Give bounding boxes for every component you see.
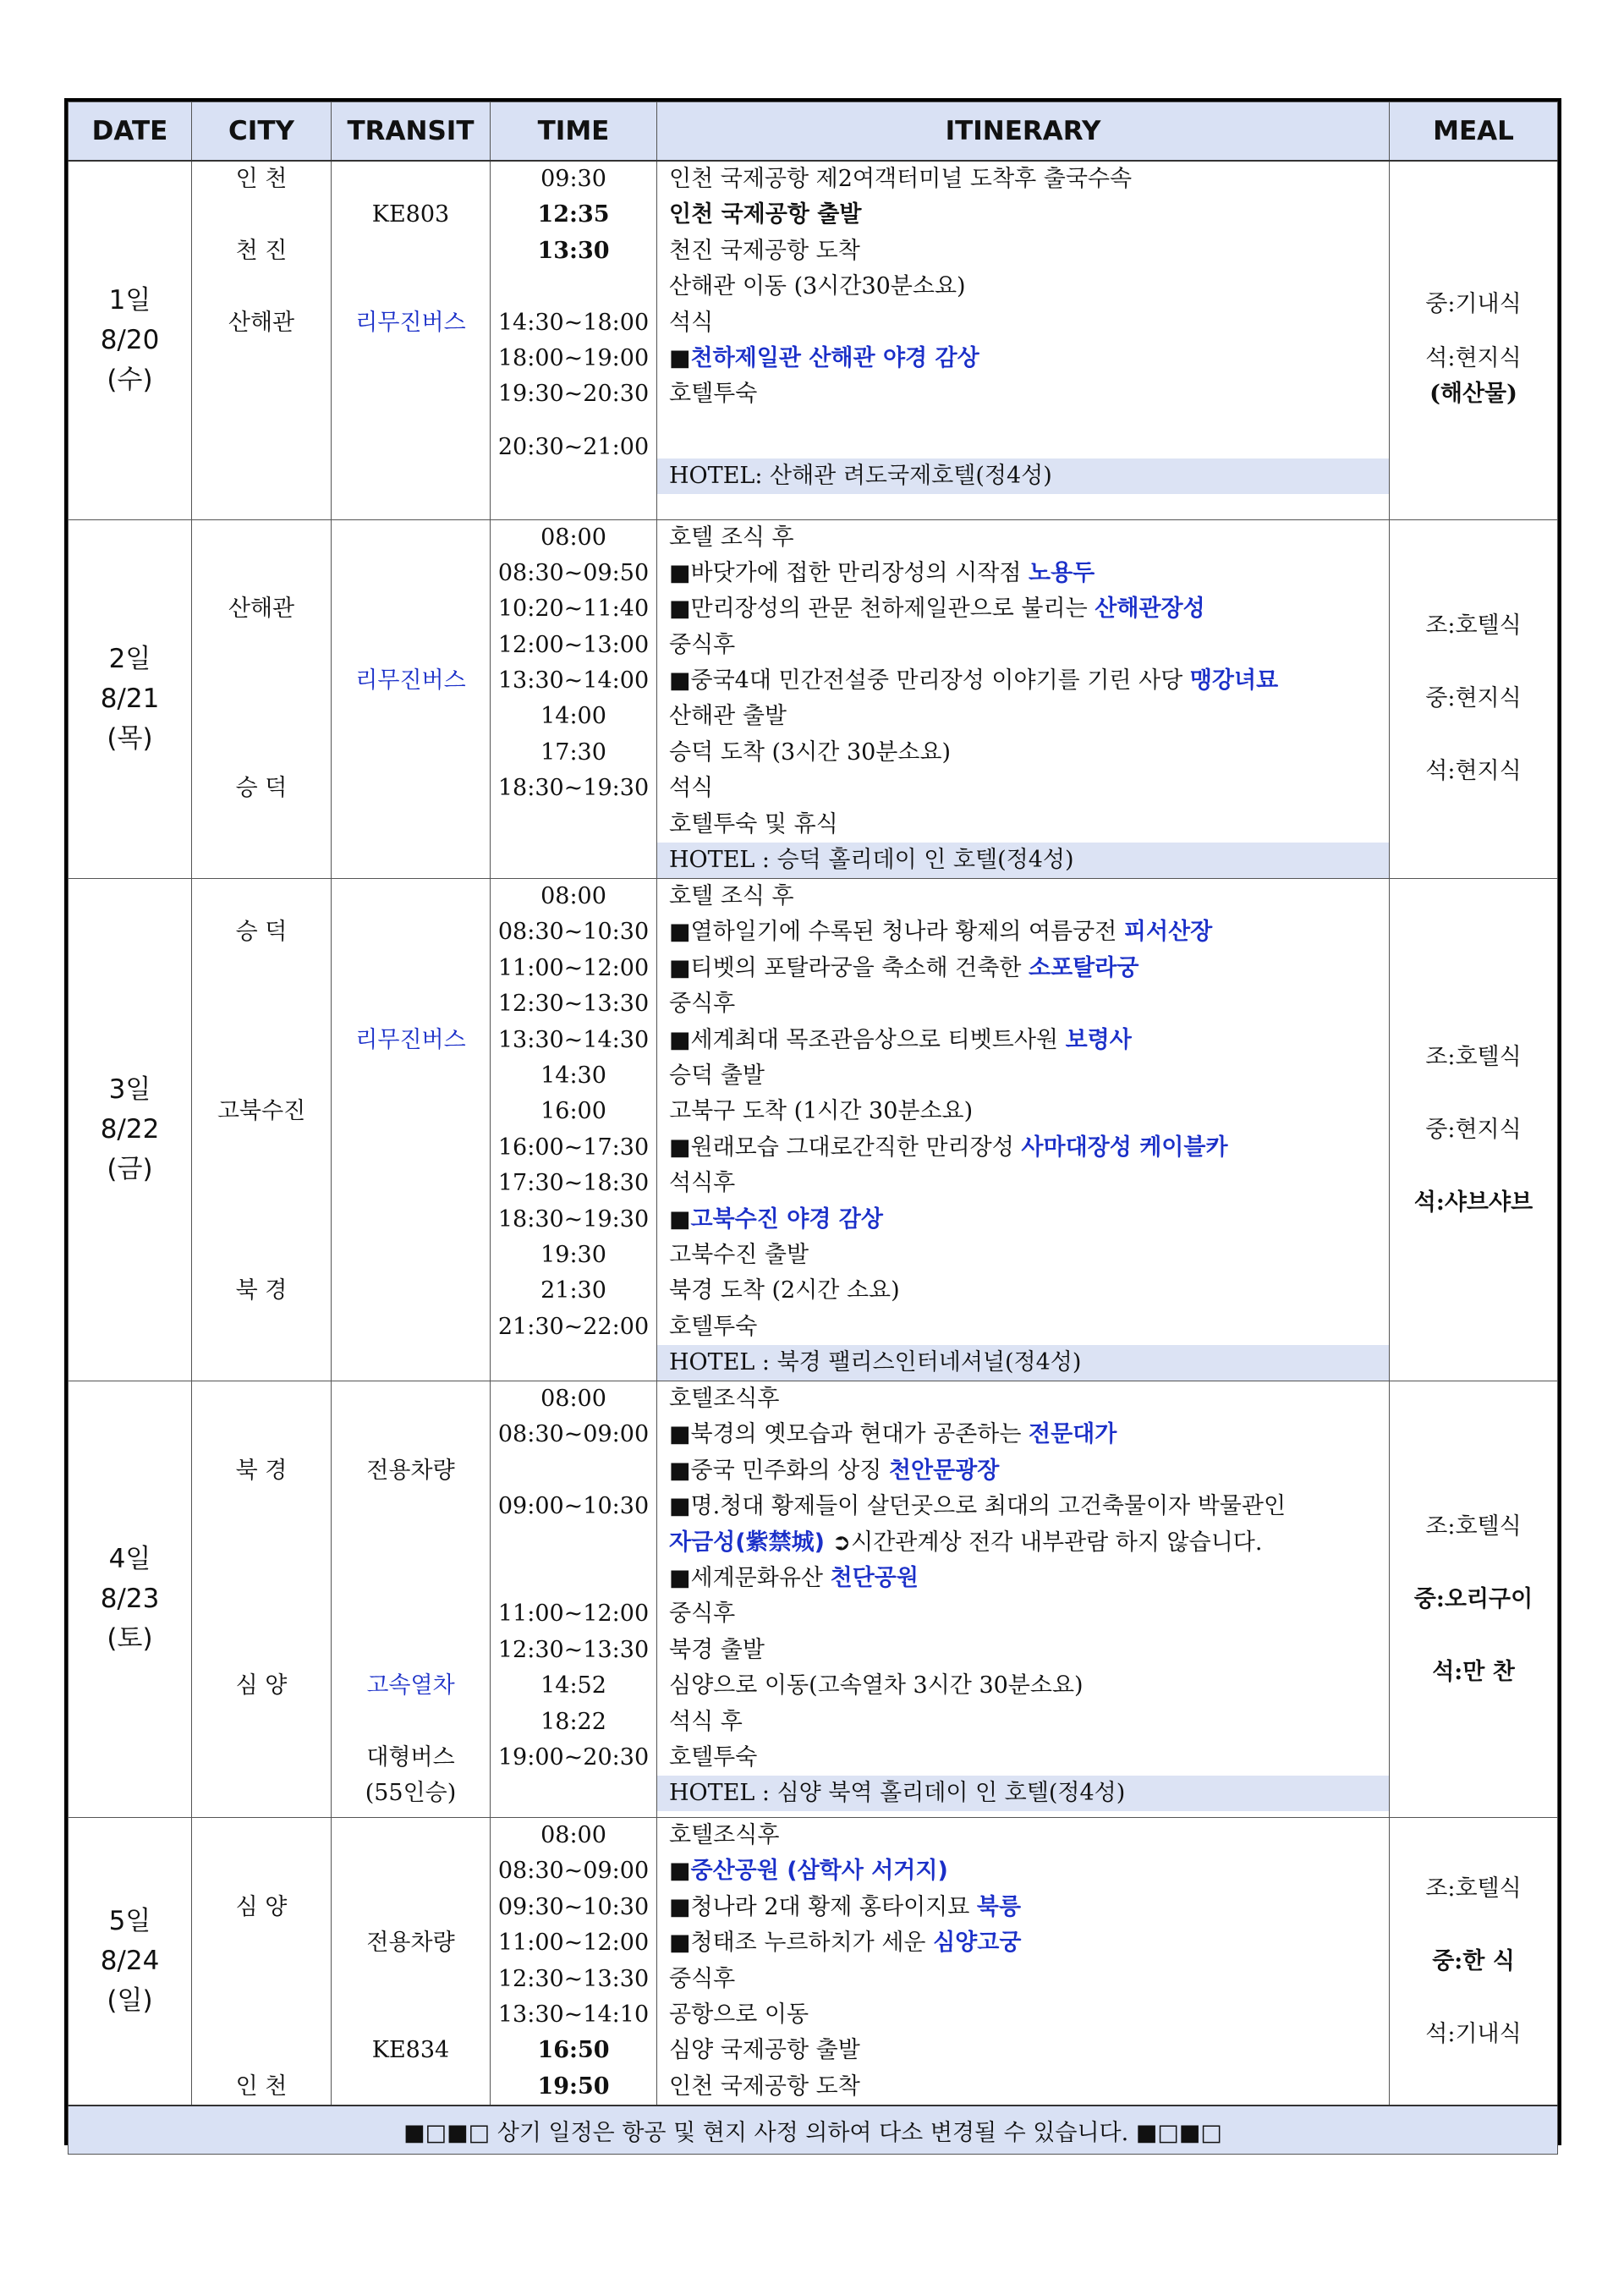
meal-entry: 조:호텔식 [1425, 1875, 1522, 1902]
meal-entry: 석:현지식 [1425, 345, 1522, 372]
time-entry: 16:00 [540, 1098, 606, 1125]
time-entry: 08:00 [540, 524, 606, 551]
itinerary-line: 천진 국제공항 도착 [669, 237, 860, 264]
header-meal: MEAL [1390, 102, 1558, 162]
day-date-cell [69, 1381, 192, 1818]
time-entry: 16:50 [537, 2037, 610, 2064]
time-cell [491, 1381, 657, 1818]
transit-bus-capacity: (55인승) [365, 1780, 457, 1807]
city-name: 승 덕 [235, 775, 288, 802]
highlight-attraction: 천안문광장 [888, 1457, 1000, 1484]
itinerary-line: 인천 국제공항 출발 [669, 201, 862, 228]
meal-entry: 조:호텔식 [1425, 1043, 1522, 1070]
day-row-2 [69, 519, 1558, 879]
highlight-attraction: 천하제일관 산해관 야경 감상 [690, 344, 979, 371]
time-entry: 17:30~18:30 [497, 1170, 650, 1197]
header-time: TIME [491, 102, 657, 162]
itinerary-line: ■청나라 2대 황제 홍타이지묘 북릉 [669, 1893, 1022, 1920]
time-entry: 19:30~20:30 [497, 381, 650, 408]
transit-bus: 리무진버스 [355, 309, 466, 336]
city-cell [192, 1818, 332, 2106]
time-entry: 08:00 [540, 1822, 606, 1849]
highlight-attraction: 사마대장성 케이블카 [1021, 1134, 1228, 1161]
transit-cell [332, 161, 491, 519]
city-name: 심 양 [235, 1672, 288, 1699]
itinerary-line: ■청태조 누르하치가 세운 심양고궁 [669, 1930, 1022, 1957]
day-date: 8/21 [100, 683, 160, 714]
itinerary-cell [657, 879, 1390, 1381]
day-number: 4일 [108, 1544, 151, 1575]
day-date: 8/23 [100, 1584, 160, 1615]
itinerary-line: ■중산공원 (삼학사 서거지) [669, 1858, 948, 1885]
time-cell [491, 1818, 657, 2106]
itinerary-cell [657, 1381, 1390, 1818]
header-date: DATE [69, 102, 192, 162]
meal-entry: 중:현지식 [1425, 685, 1522, 712]
hotel-info: HOTEL: 산해관 려도국제호텔(정4성) [657, 458, 1389, 494]
hotel-info: HOTEL : 북경 팰리스인터네셔널(정4성) [657, 1345, 1389, 1381]
itinerary-line: 호텔조식후 [669, 1822, 780, 1849]
time-entry: 13:30 [537, 237, 610, 264]
itinerary-line: ■중국 민주화의 상징 천안문광장 [669, 1457, 1000, 1484]
time-entry: 08:00 [540, 1386, 606, 1413]
day-row-1 [69, 161, 1558, 519]
time-entry: 18:00~19:00 [497, 344, 650, 371]
footer-marks-right: ■□■□ [1135, 2119, 1222, 2146]
day-weekday: (토) [107, 1623, 153, 1655]
hotel-info: HOTEL : 심양 북역 홀리데이 인 호텔(정4성) [657, 1776, 1389, 1811]
itinerary-line: 중식후 [669, 1965, 736, 1992]
meal-cell [1390, 1381, 1558, 1818]
time-entry: 13:30~14:00 [497, 667, 650, 695]
time-entry: 11:00~12:00 [497, 1930, 650, 1957]
meal-cell [1390, 1818, 1558, 2106]
itinerary-line: ■천하제일관 산해관 야경 감상 [669, 344, 979, 371]
city-name: 산해관 [228, 309, 295, 336]
highlight-attraction: 북릉 [976, 1893, 1022, 1920]
transit-flight: KE834 [371, 2037, 450, 2064]
transit-cell [332, 1381, 491, 1818]
time-entry: 08:00 [540, 883, 606, 910]
transit-vehicle: 전용차량 [366, 1930, 455, 1957]
city-name: 북 경 [235, 1457, 288, 1484]
meal-entry: 조:호텔식 [1425, 1513, 1522, 1540]
itinerary-line: 석식 [669, 309, 714, 336]
itinerary-line: 북경 출발 [669, 1636, 765, 1663]
itinerary-line: ■원래모습 그대로간직한 만리장성 사마대장성 케이블카 [669, 1134, 1228, 1161]
time-entry: 18:30~19:30 [497, 775, 650, 802]
footer-notice [69, 2106, 1558, 2155]
footer-text: 상기 일정은 항공 및 현지 사정 의하여 다소 변경될 수 있습니다. [497, 2119, 1129, 2146]
itinerary-line: 호텔투숙 [669, 381, 758, 408]
itinerary-line: 석식후 [669, 1170, 736, 1197]
itinerary-line: 산해관 이동 (3시간30분소요) [669, 273, 966, 300]
transit-vehicle: 전용차량 [366, 1457, 455, 1484]
day-number: 3일 [108, 1074, 151, 1106]
day-row-3 [69, 879, 1558, 1381]
day-weekday: (목) [107, 722, 153, 754]
time-cell [491, 519, 657, 879]
day-weekday: (수) [107, 364, 153, 395]
highlight-attraction: 피서산장 [1123, 919, 1213, 946]
time-entry: 13:30~14:10 [497, 2001, 650, 2029]
time-entry: 21:30~22:00 [497, 1313, 650, 1340]
itinerary-line: ■고북수진 야경 감상 [669, 1205, 883, 1233]
time-entry: 12:30~13:30 [497, 1965, 650, 1992]
itinerary-line: 호텔투숙 및 휴식 [669, 810, 838, 837]
meal-entry: 중:한 식 [1432, 1947, 1515, 1974]
itinerary-line: 심양으로 이동(고속열차 3시간 30분소요) [669, 1672, 1084, 1699]
itinerary-line: 중식후 [669, 1600, 736, 1628]
itinerary-line: 중식후 [669, 631, 736, 658]
time-entry: 09:00~10:30 [497, 1493, 650, 1520]
day-number: 5일 [108, 1906, 151, 1937]
itinerary-line: ■열하일기에 수록된 청나라 황제의 여름궁전 피서산장 [669, 919, 1213, 946]
time-entry: 21:30 [540, 1277, 606, 1304]
itinerary-line: 호텔조식후 [669, 1386, 780, 1413]
itinerary-line: 승덕 도착 (3시간 30분소요) [669, 738, 952, 766]
time-entry: 09:30~10:30 [497, 1893, 650, 1920]
highlight-attraction: 중산공원 (삼학사 서거지) [690, 1858, 948, 1885]
itinerary-line: ■세계최대 목조관음상으로 티벳트사원 보령사 [669, 1026, 1132, 1053]
day-number: 2일 [108, 643, 151, 674]
day-date: 8/20 [100, 324, 160, 355]
meal-entry: 중:오리구이 [1413, 1585, 1533, 1612]
header-city: CITY [192, 102, 332, 162]
itinerary-line: 석식 후 [669, 1708, 743, 1735]
itinerary-cell [657, 519, 1390, 879]
time-entry: 19:00~20:30 [497, 1744, 650, 1771]
time-entry: 17:30 [540, 738, 606, 766]
itinerary-cell [657, 1818, 1390, 2106]
itinerary-line: 고북수진 출발 [669, 1241, 809, 1268]
itinerary-line: ■세계문화유산 천단공원 [669, 1565, 919, 1592]
time-entry: 14:30~18:00 [497, 309, 650, 336]
itinerary-line: 호텔투숙 [669, 1313, 758, 1340]
transit-bus: 리무진버스 [355, 667, 466, 695]
city-name: 고북수진 [217, 1098, 306, 1125]
time-entry: 14:52 [540, 1672, 606, 1699]
itinerary-line: 심양 국제공항 출발 [669, 2037, 860, 2064]
meal-entry: 석:기내식 [1425, 2020, 1522, 2047]
highlight-attraction: 노용두 [1029, 559, 1095, 586]
day-date-cell [69, 519, 192, 879]
itinerary-cell [657, 161, 1390, 519]
meal-cell [1390, 879, 1558, 1381]
time-entry: 14:00 [540, 703, 606, 730]
itinerary-line: 승덕 출발 [669, 1062, 765, 1089]
day-date: 8/24 [100, 1946, 160, 1977]
itinerary-line: 자금성(紫禁城) ➲시간관계상 전각 내부관람 하지 않습니다. [669, 1529, 1263, 1556]
transit-flight: KE803 [371, 201, 450, 228]
day-weekday: (금) [107, 1154, 153, 1185]
city-cell [192, 1381, 332, 1818]
time-entry: 18:22 [540, 1708, 606, 1735]
highlight-attraction: 맹강녀묘 [1189, 667, 1279, 695]
itinerary-line: ■중국4대 민간전설중 만리장성 이야기를 기린 사당 맹강녀묘 [669, 667, 1279, 695]
city-name: 산해관 [228, 596, 295, 623]
city-name: 심 양 [235, 1893, 288, 1920]
time-entry: 11:00~12:00 [497, 1600, 650, 1628]
day-weekday: (일) [107, 1985, 153, 2017]
day-date: 8/22 [100, 1114, 160, 1145]
itinerary-line: 호텔 조식 후 [669, 883, 794, 910]
time-entry: 13:30~14:30 [497, 1026, 650, 1053]
itinerary-line: ■명.청대 황제들이 살던곳으로 최대의 고건축물이자 박물관인 [669, 1493, 1287, 1520]
footer-row [69, 2106, 1558, 2155]
time-entry: 08:30~10:30 [497, 919, 650, 946]
transit-cell [332, 519, 491, 879]
transit-bus: 대형버스 [366, 1744, 455, 1771]
time-entry: 20:30~21:00 [497, 433, 650, 460]
day-row-4 [69, 1381, 1558, 1818]
time-entry: 19:30 [540, 1241, 606, 1268]
footer-marks-left: ■□■□ [403, 2119, 491, 2146]
city-cell [192, 161, 332, 519]
itinerary-line: 고북구 도착 (1시간 30분소요) [669, 1098, 974, 1125]
itinerary-sheet [64, 98, 1561, 2145]
itinerary-line: ■만리장성의 관문 천하제일관으로 불리는 산해관장성 [669, 596, 1205, 623]
transit-bus: 리무진버스 [355, 1026, 466, 1053]
itinerary-line: 석식 [669, 775, 714, 802]
time-entry: 14:30 [540, 1062, 606, 1089]
day-row-5 [69, 1818, 1558, 2106]
day-number: 1일 [108, 284, 151, 316]
city-name: 인 천 [235, 166, 288, 192]
time-entry: 16:00~17:30 [497, 1134, 650, 1161]
highlight-attraction: 고북수진 야경 감상 [690, 1205, 883, 1233]
day-date-cell [69, 1818, 192, 2106]
meal-cell [1390, 519, 1558, 879]
highlight-attraction: 자금성(紫禁城) [669, 1529, 825, 1556]
hotel-info: HOTEL : 승덕 홀리데이 인 호텔(정4성) [657, 843, 1389, 878]
itinerary-line: 인천 국제공항 도착 [669, 2073, 860, 2100]
time-entry: 09:30 [540, 166, 606, 192]
itinerary-line: 호텔 조식 후 [669, 524, 794, 551]
time-entry: 08:30~09:50 [497, 559, 650, 586]
meal-entry: 중:기내식 [1425, 291, 1522, 318]
time-entry: 12:00~13:00 [497, 631, 650, 658]
itinerary-line: ■티벳의 포탈라궁을 축소해 건축한 소포탈라궁 [669, 954, 1139, 981]
city-name: 승 덕 [235, 919, 288, 946]
day-date-cell [69, 161, 192, 519]
time-cell [491, 161, 657, 519]
highlight-attraction: 소포탈라궁 [1029, 954, 1139, 981]
day-date-cell [69, 879, 192, 1381]
itinerary-line: 인천 국제공항 제2여객터미널 도착후 출국수속 [669, 166, 1133, 192]
meal-cell [1390, 161, 1558, 519]
meal-entry: 석:현지식 [1425, 758, 1522, 785]
meal-entry: (해산물) [1429, 381, 1517, 408]
time-entry: 18:30~19:30 [497, 1205, 650, 1233]
city-name: 북 경 [235, 1277, 288, 1304]
highlight-attraction: 보령사 [1065, 1026, 1132, 1053]
time-entry: 19:50 [537, 2073, 610, 2100]
meal-entry: 조:호텔식 [1425, 612, 1522, 640]
transit-cell [332, 879, 491, 1381]
header-itinerary: ITINERARY [657, 102, 1390, 162]
itinerary-line: ■북경의 옛모습과 현대가 공존하는 전문대가 [669, 1421, 1117, 1448]
highlight-attraction: 천단공원 [830, 1565, 919, 1592]
time-cell [491, 879, 657, 1381]
time-entry: 12:30~13:30 [497, 991, 650, 1018]
time-entry: 12:30~13:30 [497, 1636, 650, 1663]
transit-train: 고속열차 [366, 1672, 455, 1699]
header-transit: TRANSIT [332, 102, 491, 162]
itinerary-line: 중식후 [669, 991, 736, 1018]
city-cell [192, 519, 332, 879]
itinerary-line: 호텔투숙 [669, 1744, 758, 1771]
itinerary-line: 북경 도착 (2시간 소요) [669, 1277, 900, 1304]
city-name: 인 천 [235, 2073, 288, 2100]
itinerary-table [68, 102, 1558, 2155]
time-entry: 10:20~11:40 [497, 596, 650, 623]
itinerary-line: 산해관 출발 [669, 703, 787, 730]
itinerary-line: ■바닷가에 접한 만리장성의 시작점 노용두 [669, 559, 1095, 586]
time-entry: 08:30~09:00 [497, 1421, 650, 1448]
meal-entry: 중:현지식 [1425, 1116, 1522, 1143]
itinerary-line: 공항으로 이동 [669, 2001, 809, 2029]
city-cell [192, 879, 332, 1381]
meal-entry: 석:샤브샤브 [1413, 1189, 1533, 1216]
time-entry: 12:35 [537, 201, 610, 228]
time-entry: 08:30~09:00 [497, 1858, 650, 1885]
highlight-attraction: 산해관장성 [1095, 596, 1205, 623]
time-entry: 11:00~12:00 [497, 954, 650, 981]
meal-entry: 석:만 찬 [1432, 1658, 1515, 1685]
header-row [69, 102, 1558, 162]
highlight-attraction: 심양고궁 [933, 1930, 1022, 1957]
transit-cell [332, 1818, 491, 2106]
city-name: 천 진 [235, 237, 288, 264]
highlight-attraction: 전문대가 [1029, 1421, 1117, 1448]
